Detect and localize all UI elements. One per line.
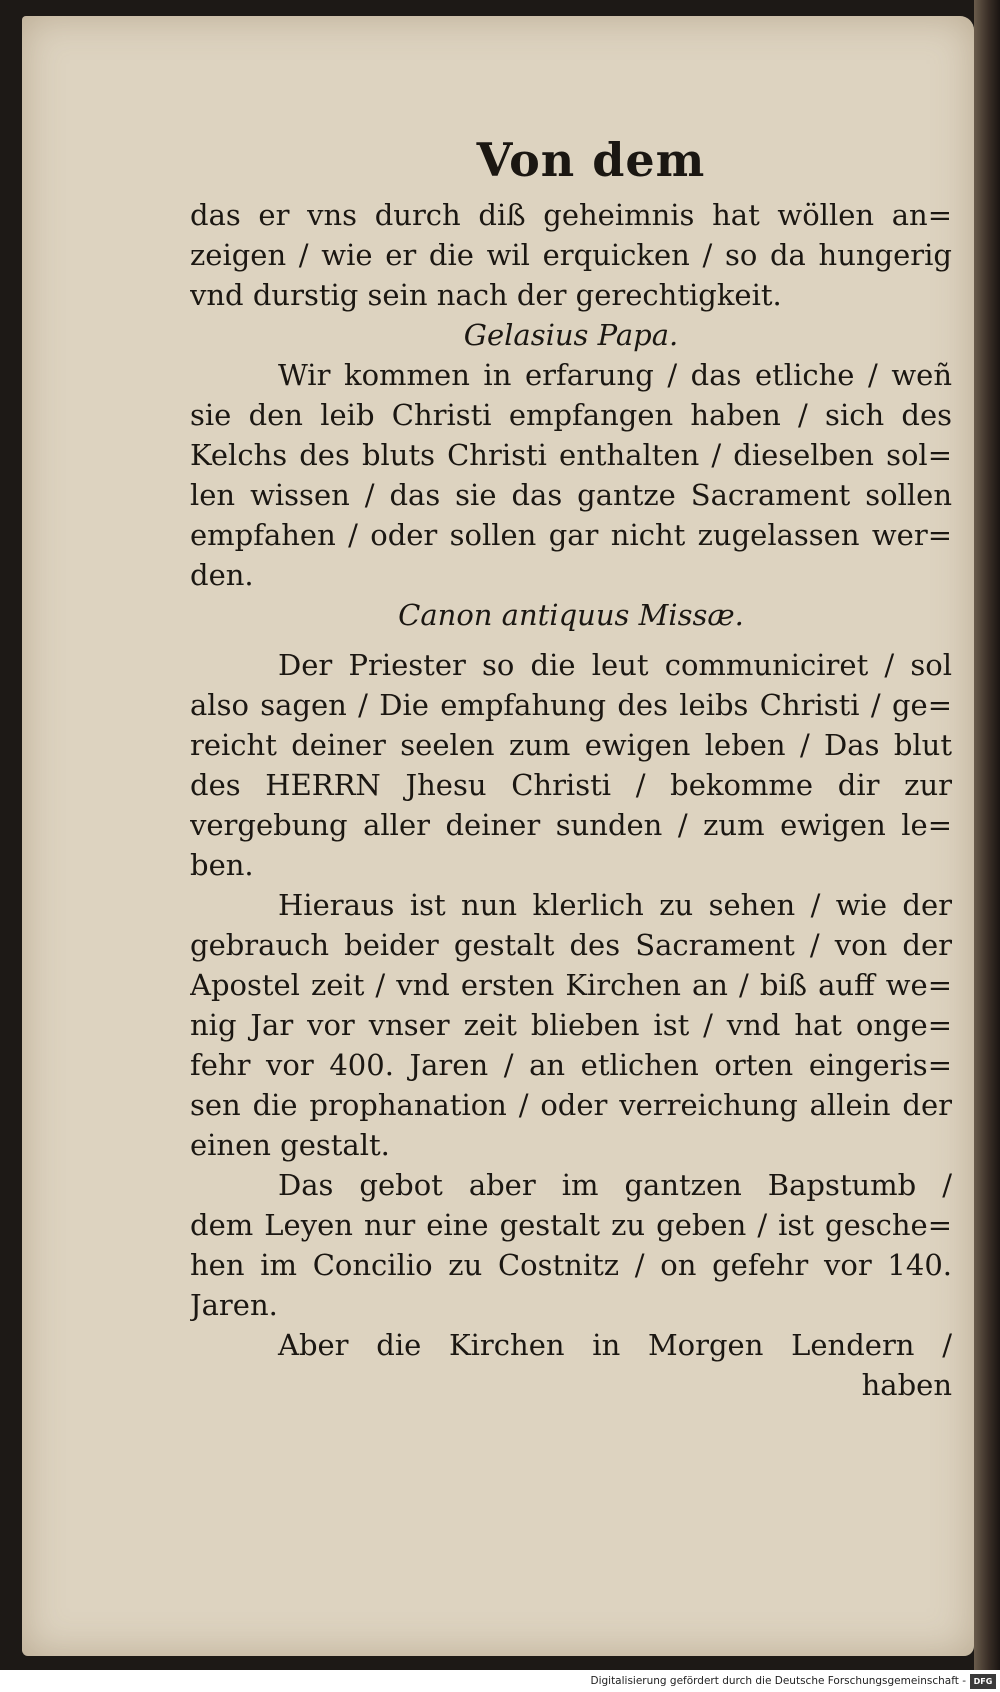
section-heading: Gelasius Papa. [463, 318, 679, 352]
text-line: sen die prophanation / oder verreichung allein der [190, 1088, 952, 1122]
section-heading: Canon antiquus Missæ. [398, 598, 744, 632]
text-line: ben. [190, 848, 254, 882]
text-line: Kelchs des bluts Christi enthalten / dieselben sol= [190, 438, 952, 472]
text-line: Hieraus ist nun klerlich zu sehen / wie der [278, 888, 952, 922]
dfg-logo-icon: DFG [970, 1674, 996, 1689]
funding-credit: Digitalisierung gefördert durch die Deutsche Forschungsgemeinschaft - [590, 1675, 966, 1687]
text-line: vnd durstig sein nach der gerechtigkeit. [190, 278, 782, 312]
book-edge [974, 0, 1000, 1670]
text-line: hen im Concilio zu Costnitz / on gefehr vor 140. [190, 1248, 952, 1282]
footer-bar [0, 1672, 1000, 1692]
text-line: Jaren. [190, 1288, 278, 1322]
text-line: empfahen / oder sollen gar nicht zugelassen wer= [190, 518, 952, 552]
running-head: Von dem [476, 133, 706, 187]
text-line: Das gebot aber im gantzen Bapstumb / [278, 1168, 952, 1202]
text-line: des HERRN Jhesu Christi / bekomme dir zur [190, 768, 952, 802]
page-text [190, 125, 952, 1405]
text-line: einen gestalt. [190, 1128, 390, 1162]
text-line: vergebung aller deiner sunden / zum ewigen le= [190, 808, 952, 842]
catchword: haben [861, 1368, 952, 1402]
text-line: gebrauch beider gestalt des Sacrament / von der [190, 928, 952, 962]
text-line: das er vns durch diß geheimnis hat wöllen an= [190, 198, 952, 232]
text-line: nig Jar vor vnser zeit blieben ist / vnd hat onge= [190, 1008, 952, 1042]
text-line: also sagen / Die empfahung des leibs Christi / ge= [190, 688, 952, 722]
text-line: Der Priester so die leut communiciret / sol [278, 648, 952, 682]
text-line: Aber die Kirchen in Morgen Lendern / [278, 1328, 952, 1362]
text-line: zeigen / wie er die wil erquicken / so da hungerig [190, 238, 952, 272]
text-line: den. [190, 558, 254, 592]
text-line: Wir kommen in erfarung / das etliche / weñ [278, 358, 952, 392]
text-line: sie den leib Christi empfangen haben / sich des [190, 398, 952, 432]
text-line: Apostel zeit / vnd ersten Kirchen an / biß auff we= [190, 968, 952, 1002]
text-line: reicht deiner seelen zum ewigen leben / Das blut [190, 728, 952, 762]
text-line: len wissen / das sie das gantze Sacrament sollen [190, 478, 952, 512]
text-line: fehr vor 400. Jaren / an etlichen orten eingeris= [190, 1048, 952, 1082]
text-line: dem Leyen nur eine gestalt zu geben / ist gesche= [190, 1208, 952, 1242]
